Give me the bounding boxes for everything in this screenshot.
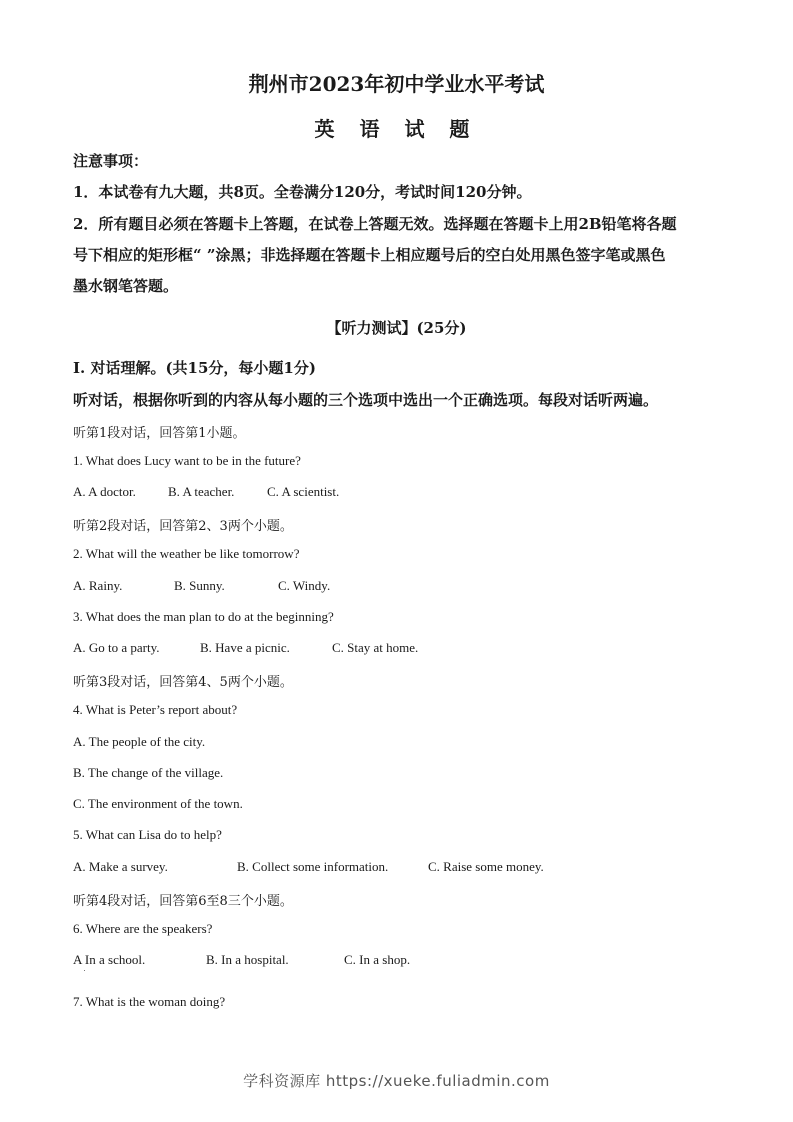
question-1-option-c: C. A scientist. <box>267 484 340 499</box>
dialogue-1-instruction: 听第1段对话，回答第1小题。 <box>73 426 246 441</box>
question-6-option-a: A In a school. <box>73 952 146 967</box>
question-1-option-a: A. A doctor. <box>73 484 136 499</box>
notice-item-2-line-3: 墨水钢笔答题。 <box>73 277 179 295</box>
question-7-stem: 7. What is the woman doing? <box>73 994 226 1009</box>
question-5-option-c: C. Raise some money. <box>428 859 544 874</box>
part-1-instruction: 听对话，根据你听到的内容从每小题的三个选项中选出一个正确选项。每段对话听两遍。 <box>73 391 659 409</box>
question-3-option-c: C. Stay at home. <box>332 640 419 655</box>
question-1-option-b: B. A teacher. <box>168 484 235 499</box>
question-4-stem: 4. What is Peter’s report about? <box>73 702 238 717</box>
question-4-option-b: B. The change of the village. <box>73 765 224 780</box>
question-1-stem: 1. What does Lucy want to be in the future? <box>73 453 301 468</box>
subject-title: 英 语 试 题 <box>314 117 479 141</box>
question-6-option-b: B. In a hospital. <box>206 952 289 967</box>
dialogue-3-instruction: 听第3段对话，回答第4、5两个小题。 <box>73 675 293 690</box>
question-3-option-b: B. Have a picnic. <box>200 640 290 655</box>
question-4-option-c: C. The environment of the town. <box>73 796 243 811</box>
question-3-stem: 3. What does the man plan to do at the beginning? <box>73 609 334 624</box>
notice-heading: 注意事项： <box>73 152 149 170</box>
listening-section-title: 【听力测试】(25分) <box>326 319 467 337</box>
question-5-option-b: B. Collect some information. <box>237 859 389 874</box>
notice-item-2-line-1: 2．所有题目必须在答题卡上答题，在试卷上答题无效。选择题在答题卡上用2B铅笔将各题 <box>73 215 677 233</box>
exam-title: 荆州市2023年初中学业水平考试 <box>248 72 545 96</box>
dialogue-2-instruction: 听第2段对话，回答第2、3两个小题。 <box>73 519 293 534</box>
question-2-option-c: C. Windy. <box>278 578 331 593</box>
question-2-stem: 2. What will the weather be like tomorrow? <box>73 546 300 561</box>
notice-item-1: 1．本试卷有九大题，共8页。全卷满分120分，考试时间120分钟。 <box>73 183 532 201</box>
part-1-title: Ⅰ. 对话理解。(共15分，每小题1分) <box>73 359 316 377</box>
stray-dot <box>84 970 85 971</box>
footer-watermark: 学科资源库 https://xueke.fuliadmin.com <box>243 1072 550 1090</box>
question-6-option-c: C. In a shop. <box>344 952 411 967</box>
notice-item-2-line-2: 号下相应的矩形框“ ”涂黑；非选择题在答题卡上相应题号后的空白处用黑色签字笔或黑色 <box>73 246 666 264</box>
question-3-option-a: A. Go to a party. <box>73 640 160 655</box>
question-5-stem: 5. What can Lisa do to help? <box>73 827 222 842</box>
dialogue-4-instruction: 听第4段对话，回答第6至8三个小题。 <box>73 894 293 909</box>
question-4-option-a: A. The people of the city. <box>73 734 206 749</box>
question-5-option-a: A. Make a survey. <box>73 859 168 874</box>
question-6-stem: 6. Where are the speakers? <box>73 921 213 936</box>
question-2-option-b: B. Sunny. <box>174 578 225 593</box>
question-2-option-a: A. Rainy. <box>73 578 123 593</box>
